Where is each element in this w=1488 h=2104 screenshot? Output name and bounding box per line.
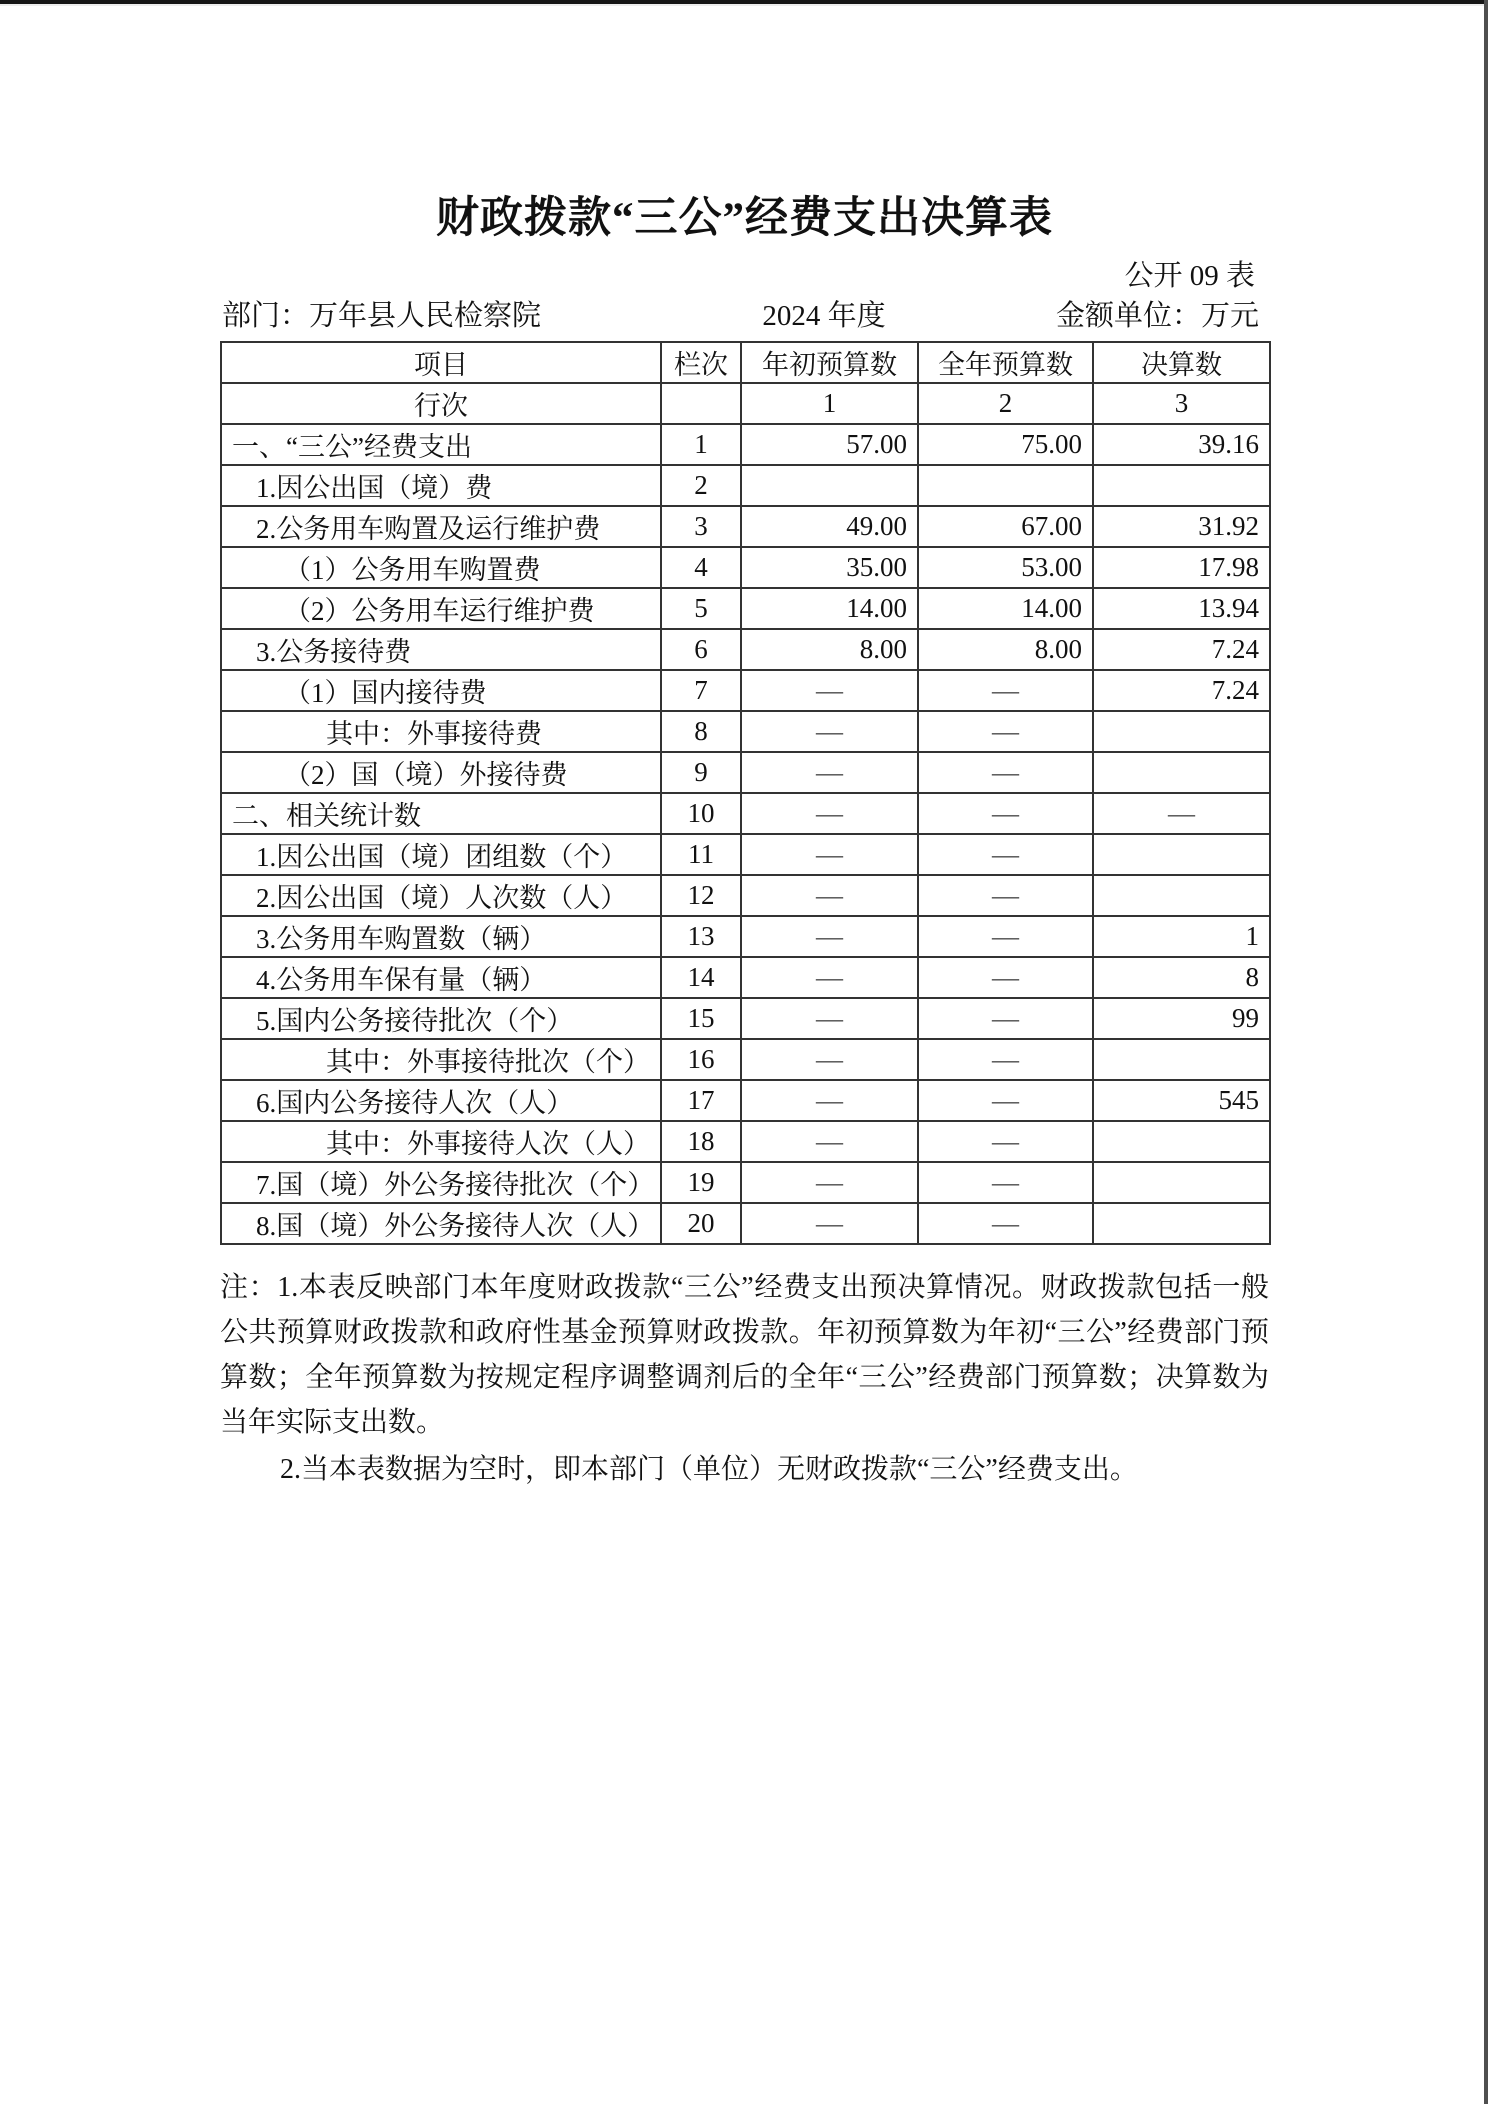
item-cell: 6.国内公务接待人次（人） [221,1080,661,1121]
final-amount-cell: 1 [1093,916,1270,957]
table-row [221,957,1270,998]
notes-section [220,1265,1269,1492]
item-cell: 一、“三公”经费支出 [221,424,661,465]
meta-line [220,295,1269,337]
line-number-cell: 4 [661,547,741,588]
final-amount-cell: 8 [1093,957,1270,998]
line-number-cell: 9 [661,752,741,793]
table-row [221,793,1270,834]
final-amount-cell: 39.16 [1093,424,1270,465]
budget-full-cell: — [918,1039,1093,1080]
col-number-1: 1 [741,383,918,424]
budget-table [220,341,1271,1245]
item-cell: 2.公务用车购置及运行维护费 [221,506,661,547]
line-number-cell: 1 [661,424,741,465]
budget-full-cell: — [918,1203,1093,1244]
budget-full-cell: 53.00 [918,547,1093,588]
item-cell: 7.国（境）外公务接待批次（个） [221,1162,661,1203]
budget-full-cell: — [918,1162,1093,1203]
final-amount-cell [1093,1203,1270,1244]
line-number-label: 行次 [221,383,661,424]
budget-full-cell: 14.00 [918,588,1093,629]
final-amount-cell [1093,711,1270,752]
page-content [220,0,1269,1492]
budget-initial-cell: — [741,1039,918,1080]
line-number-cell: 13 [661,916,741,957]
final-amount-cell [1093,1121,1270,1162]
budget-initial-cell: — [741,834,918,875]
item-cell: 1.因公出国（境）团组数（个） [221,834,661,875]
item-cell: 二、相关统计数 [221,793,661,834]
budget-initial-cell: — [741,711,918,752]
table-row [221,588,1270,629]
item-cell: （2）国（境）外接待费 [221,752,661,793]
line-number-cell: 17 [661,1080,741,1121]
table-code: 公开 09 表 [1124,260,1255,292]
line-number-cell: 10 [661,793,741,834]
table-row [221,1162,1270,1203]
page-title: 财政拨款“三公”经费支出决算表 [436,195,1053,242]
item-cell: 其中：外事接待费 [221,711,661,752]
budget-full-cell: — [918,957,1093,998]
col-header-item: 项目 [221,342,661,383]
budget-initial-cell: 57.00 [741,424,918,465]
budget-initial-cell: — [741,875,918,916]
table-row [221,506,1270,547]
line-number-header-row [221,383,1270,424]
table-row [221,711,1270,752]
budget-full-cell: — [918,670,1093,711]
final-amount-cell [1093,1039,1270,1080]
table-row [221,670,1270,711]
table-header-row [221,342,1270,383]
table-row [221,1039,1270,1080]
budget-full-cell: — [918,916,1093,957]
final-amount-cell: 13.94 [1093,588,1270,629]
table-row [221,998,1270,1039]
budget-full-cell [918,465,1093,506]
budget-initial-cell: — [741,957,918,998]
note-1: 注：1.本表反映部门本年度财政拨款“三公”经费支出预决算情况。财政拨款包括一般公共预算财政拨款和政府性基金预算财政拨款。年初预算数为年初“三公”经费部门预算数；全年预算数为按规定程序调整调剂后的全年“三公”经费部门预算数；决算数为当年实际支出数。 [220,1272,1269,1438]
item-cell: 2.因公出国（境）人次数（人） [221,875,661,916]
table-row [221,1080,1270,1121]
final-amount-cell [1093,875,1270,916]
line-number-cell: 5 [661,588,741,629]
table-row [221,629,1270,670]
line-number-cell: 18 [661,1121,741,1162]
line-number-cell: 2 [661,465,741,506]
budget-full-cell: 75.00 [918,424,1093,465]
budget-initial-cell: 49.00 [741,506,918,547]
unit-label: 金额单位：万元 [1055,300,1259,332]
budget-full-cell: — [918,752,1093,793]
final-amount-cell: — [1093,793,1270,834]
item-cell: 其中：外事接待人次（人） [221,1121,661,1162]
budget-initial-cell: 8.00 [741,629,918,670]
item-cell: 3.公务用车购置数（辆） [221,916,661,957]
line-number-cell: 15 [661,998,741,1039]
budget-initial-cell: — [741,1162,918,1203]
budget-initial-cell: — [741,793,918,834]
budget-initial-cell: 35.00 [741,547,918,588]
table-body [221,424,1270,1244]
budget-initial-cell: — [741,670,918,711]
final-amount-cell [1093,1162,1270,1203]
final-amount-cell: 7.24 [1093,670,1270,711]
budget-full-cell: 67.00 [918,506,1093,547]
budget-full-cell: — [918,1121,1093,1162]
item-cell: 其中：外事接待批次（个） [221,1039,661,1080]
col-number-3: 3 [1093,383,1270,424]
line-number-cell: 19 [661,1162,741,1203]
line-number-blank-cell [661,383,741,424]
budget-full-cell: — [918,711,1093,752]
final-amount-cell: 31.92 [1093,506,1270,547]
col-header-final: 决算数 [1093,342,1270,383]
table-row [221,1203,1270,1244]
table-row [221,916,1270,957]
item-cell: 3.公务接待费 [221,629,661,670]
col-header-budget-full: 全年预算数 [918,342,1093,383]
budget-initial-cell: — [741,752,918,793]
table-row [221,875,1270,916]
line-number-cell: 7 [661,670,741,711]
table-row [221,752,1270,793]
budget-initial-cell: — [741,1203,918,1244]
line-number-cell: 6 [661,629,741,670]
table-row [221,834,1270,875]
final-amount-cell: 545 [1093,1080,1270,1121]
col-header-budget-initial: 年初预算数 [741,342,918,383]
col-header-index: 栏次 [661,342,741,383]
department-label: 部门：万年县人民检察院 [222,300,542,332]
line-number-cell: 8 [661,711,741,752]
budget-full-cell: — [918,1080,1093,1121]
fiscal-year-label: 2024 年度 [762,300,886,332]
item-cell: 1.因公出国（境）费 [221,465,661,506]
col-number-2: 2 [918,383,1093,424]
final-amount-cell [1093,834,1270,875]
table-row [221,424,1270,465]
budget-initial-cell: — [741,1080,918,1121]
budget-initial-cell [741,465,918,506]
budget-initial-cell: — [741,998,918,1039]
line-number-cell: 14 [661,957,741,998]
note-2: 2.当本表数据为空时，即本部门（单位）无财政拨款“三公”经费支出。 [280,1454,1138,1485]
budget-full-cell: — [918,875,1093,916]
budget-initial-cell: — [741,916,918,957]
final-amount-cell: 17.98 [1093,547,1270,588]
budget-full-cell: — [918,834,1093,875]
line-number-cell: 20 [661,1203,741,1244]
item-cell: （1）国内接待费 [221,670,661,711]
table-row [221,1121,1270,1162]
item-cell: 8.国（境）外公务接待人次（人） [221,1203,661,1244]
budget-full-cell: — [918,998,1093,1039]
budget-initial-cell: — [741,1121,918,1162]
final-amount-cell: 7.24 [1093,629,1270,670]
table-row [221,547,1270,588]
item-cell: （2）公务用车运行维护费 [221,588,661,629]
table-row [221,465,1270,506]
item-cell: 4.公务用车保有量（辆） [221,957,661,998]
budget-initial-cell: 14.00 [741,588,918,629]
final-amount-cell [1093,465,1270,506]
budget-full-cell: — [918,793,1093,834]
final-amount-cell [1093,752,1270,793]
line-number-cell: 16 [661,1039,741,1080]
item-cell: （1）公务用车购置费 [221,547,661,588]
line-number-cell: 12 [661,875,741,916]
final-amount-cell: 99 [1093,998,1270,1039]
budget-full-cell: 8.00 [918,629,1093,670]
line-number-cell: 3 [661,506,741,547]
line-number-cell: 11 [661,834,741,875]
item-cell: 5.国内公务接待批次（个） [221,998,661,1039]
page-right-edge [1484,0,1488,2104]
